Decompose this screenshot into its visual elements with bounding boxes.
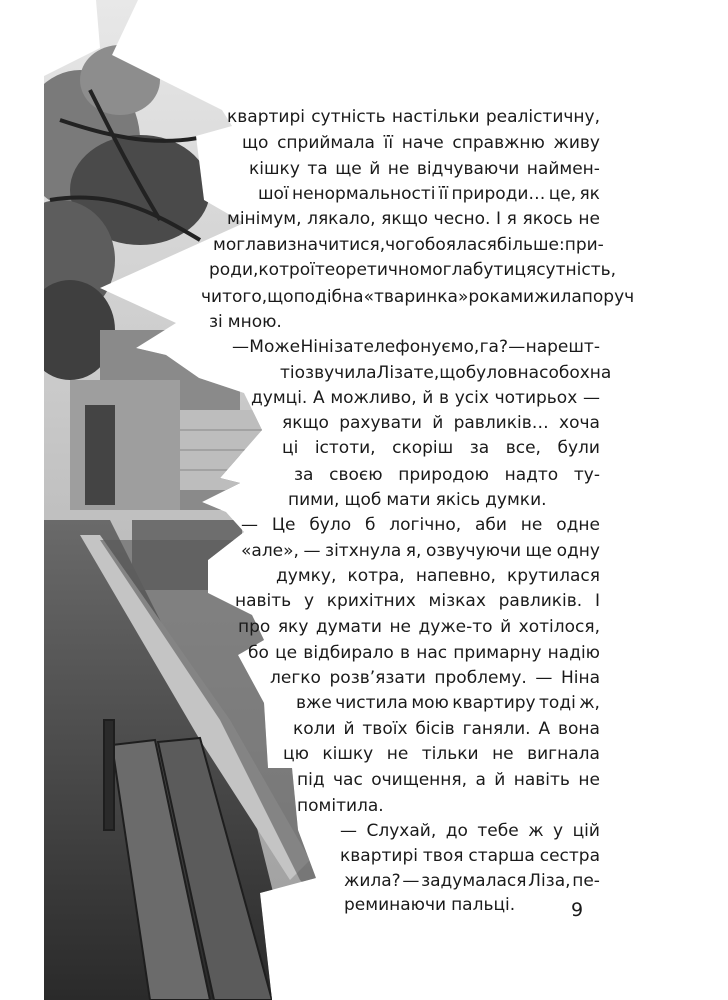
text-line: вже чистила мою квартиру тоді ж,: [296, 693, 600, 713]
text-line: кішку та ще й не відчуваючи наймен-: [249, 159, 600, 179]
text-line: думку, котра, напевно, крутилася: [276, 566, 600, 586]
text-line: — Слухай, до тебе ж у цій: [340, 821, 600, 841]
text-line: помітила.: [297, 796, 384, 816]
text-line: думці. А можливо, й в усіх чотирьох —: [251, 388, 600, 408]
page-number: 9: [570, 899, 584, 921]
text-line: — Може Ніні зателефонуємо, га? — нарешт-: [232, 337, 600, 357]
text-line: шої ненормальності її природи… це, як: [258, 184, 600, 204]
text-line: легко розв’язати проблему. — Ніна: [270, 668, 600, 688]
text-line: могла визначитися, чого боялася більше: при-: [213, 235, 604, 255]
text-line: пими, щоб мати якісь думки.: [288, 490, 547, 510]
text-line: коли й твоїх бісів ганяли. А вона: [293, 719, 600, 739]
text-line: про яку думати не дуже-то й хотілося,: [238, 617, 600, 637]
text-line: ті озвучила Ліза те, що було в нас обох на: [280, 363, 612, 383]
text-line: за своєю природою надто ту-: [294, 465, 600, 485]
text-line: квартирі сутність настільки реалістичну,: [227, 107, 600, 127]
text-line: бо це відбирало в нас примарну надію: [248, 643, 600, 663]
text-line: квартирі твоя старша сестра: [340, 846, 600, 866]
text-line: реминаючи пальці.: [344, 895, 516, 915]
text-line: цю кішку не тільки не вигнала: [283, 744, 600, 764]
text-line: «але», — зітхнула я, озвучуючи ще одну: [241, 541, 600, 561]
text-line: — Це було б логічно, аби не одне: [241, 515, 600, 535]
text-line: чи того, що подібна «тваринка» роками жила поруч: [201, 287, 635, 307]
text-line: ці істоти, скоріш за все, були: [282, 438, 600, 458]
text-line: що сприймала її наче справжню живу: [242, 133, 600, 153]
text-line: якщо рахувати й равликів… хоча: [282, 413, 600, 433]
text-line: мінімум, лякало, якщо чесно. І я якось не: [227, 209, 600, 229]
text-line: під час очищення, а й навіть не: [297, 770, 600, 790]
text-line: навіть у крихітних мізках равликів. І: [235, 591, 600, 611]
text-line: роди, котрої теоретично могла бути ця сутність,: [209, 260, 617, 280]
text-line: жила? — задумалася Ліза, пе-: [344, 871, 600, 891]
text-line: зі мною.: [209, 312, 282, 332]
